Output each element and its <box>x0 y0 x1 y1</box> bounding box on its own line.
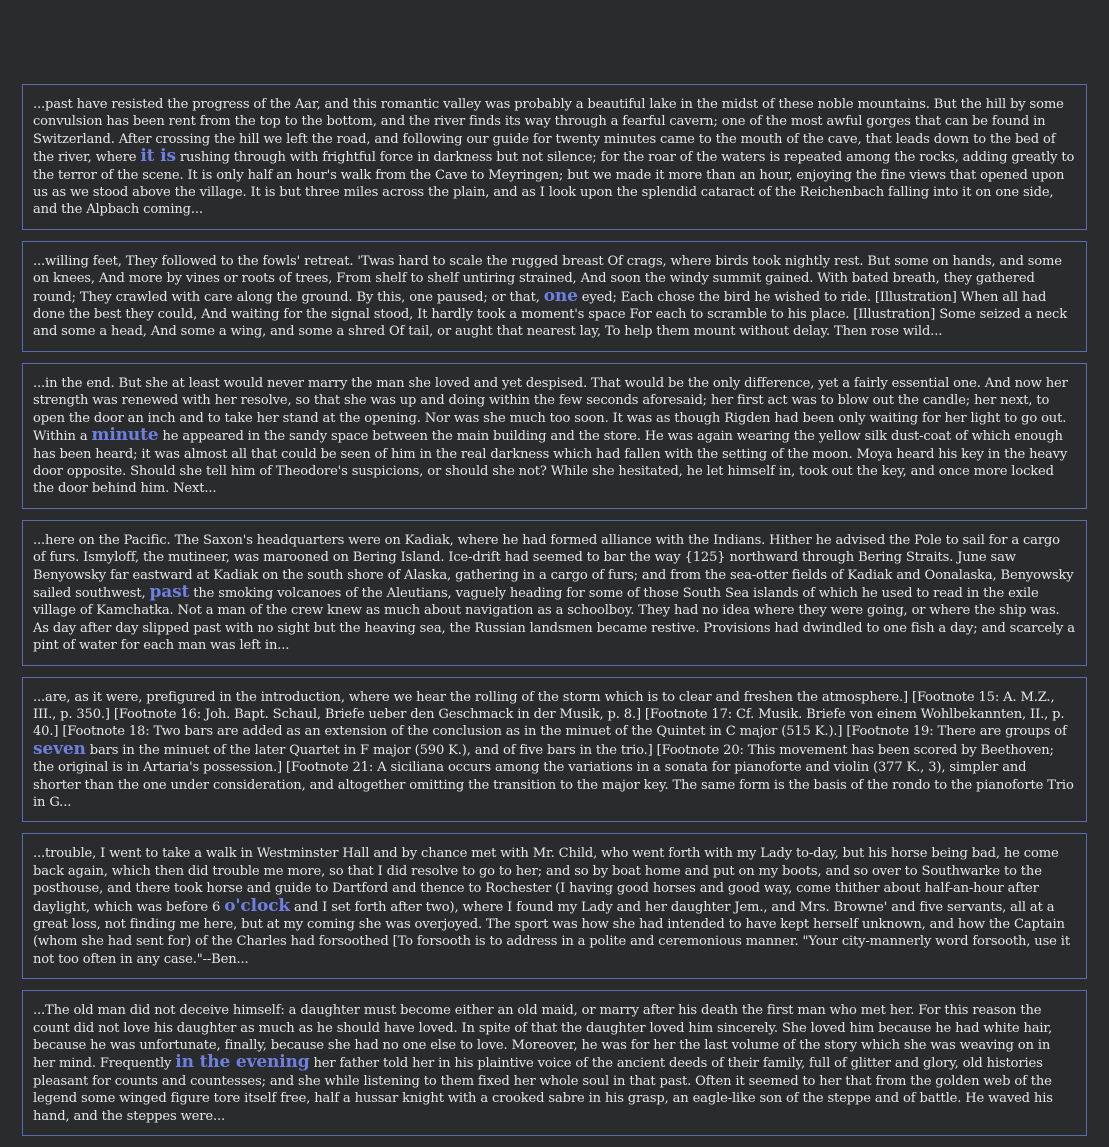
excerpt-text-before: ...The old man did not deceive himself: a daughter must become either an old maid, or marry after his death the first man who met her. For this reason the count did not love his daughter as much as he should have loved. In spite of that the daughter loved him sincerely. She loved him because he had white hair, because he was unfortunate, finally, because she had no one else to love. Moreover, he was for her the last volume of the story which she was weaving on in her mind. Frequently <box>33 1003 1053 1072</box>
highlighted-term: minute <box>91 425 159 446</box>
excerpt-text-after: rushing through with frightful force in darkness but not silence; for the roar of the waters is repeated among the rocks, adding greatly to the terror of the scene. It is only half an hour's walk from the Cave to Meyringen; but we made it more than an hour, enjoying the fine views that opened upon us as we stood above the village. It is but three miles across the plain, and as I look upon the splendid cataract of the Reichenbach falling into it on one side, and the Alpbach coming... <box>33 150 1075 218</box>
excerpt-card <box>22 833 1087 979</box>
highlighted-term: it is <box>140 146 176 167</box>
highlighted-term: past <box>149 581 190 602</box>
excerpt-card <box>22 677 1087 823</box>
excerpt-card <box>22 241 1087 352</box>
highlighted-term: o'clock <box>224 895 290 916</box>
excerpt-text-before: ...in the end. But she at least would never marry the man she loved and yet despised. That would be the only difference, yet a fairly essential one. And now her strength was renewed with her resolve, so that she was up and doing within the few seconds aforesaid; her first act was to blow out the candle; her next, to open the door an inch and to take her stand at the opening. Nor was she much too soon. It was as though Rigden had been only waiting for her light to go out. Within a <box>33 375 1068 445</box>
excerpt-text-after: her father told her in his plaintive voice of the ancient deeds of their family, full of glitter and glory, old histories pleasant for counts and countesses; and she while listening to them fixed her whole soul in that past. Often it seemed to her that from the golden web of the legend some winged figure tore itself free, half a hussar knight with a crooked sabre in his grasp, an eagle-like son of the steppe and of battle. He waved his hand, and the steppes were... <box>33 1056 1053 1124</box>
excerpt-text-after: bars in the minuet of the later Quartet in F major (590 K.), and of five bars in the trio.] [Footnote 20: This movement has been scored by Beethoven; the original is in Artaria's possession.] [Footnote 21: A siciliana occurs among the variations in a sonata for pianoforte and violin (377 K., 3), simpler and shorter than the one under consideration, and altogether omitting the transition to the major key. The same form is the basis of the rondo to the pianoforte Trio in G... <box>33 742 1074 810</box>
excerpt-card <box>22 520 1087 666</box>
excerpt-text-before: ...here on the Pacific. The Saxon's headquarters were on Kadiak, where he had formed alliance with the Indians. Hither he advised the Pole to sail for a cargo of furs. Ismyloff, the mutineer, was marooned on Bering Island. Ice-drift had seemed to bar the way {125} northward through Bering Straits. June saw Benyowsky far eastward at Kadiak on the south shore of Alaska, gathering in a cargo of furs; and from the sea-otter fields of Kadiak and Oonalaska, Benyowsky sailed southwest, <box>33 532 1074 601</box>
highlighted-term: seven <box>33 738 86 759</box>
excerpt-text-before: ...are, as it were, prefigured in the introduction, where we hear the rolling of the storm which is to clear and freshen the atmosphere.] [Footnote 15: A. M.Z., III., p. 350.] [Footnote 16: Joh. Bapt. Schaul, Briefe ueber den Geschmack in der Musik, p. 8.] [Footnote 17: Cf. Musik. Briefe von einem Wohlbekannten, II., p. 40.] [Footnote 18: Two bars are added as an extension of the conclusion as in the minuet of the Quintet in C major (515 K.).] [Footnote 19: There are groups of <box>33 689 1067 740</box>
excerpt-text-after: and I set forth after two), where I found my Lady and her daughter Jem., and Mrs. Browne' and five servants, all at a great loss, not finding me here, but at my coming she was overjoyed. The sport was how she had intended to have kept herself unknown, and how the Captain (whom she had sent for) of the Charles had forsoothed [To forsooth is to address in a polite and ceremonious manner. "Your city-mannerly word forsooth, use it not too often in any case."--Ben... <box>33 899 1070 967</box>
excerpt-text-before: ...willing feet, They followed to the fowls' retreat. 'Twas hard to scale the rugged breast Of crags, where birds took nightly rest. But some on hands, and some on knees, And more by vines or roots of trees, From shelf to shelf untiring strained, And soon the windy summit gained. With bated breath, they gathered round; They crawled with care along the ground. By this, one paused; or that, <box>33 253 1062 305</box>
highlighted-term: one <box>543 285 578 306</box>
excerpt-text-before: ...trouble, I went to take a walk in Westminster Hall and by chance met with Mr. Child, who went forth with my Lady to-day, but his horse being bad, he come back again, which then did trouble me more, so that I did resolve to go to her; and so by boat home and put on my boots, and so over to Southwarke to the posthouse, and there took horse and guide to Dartford and thence to Rochester (I having good horses and good way, come thither about half-an-hour after daylight, which was before 6 <box>33 846 1059 915</box>
excerpt-text-after: the smoking volcanoes of the Aleutians, vaguely heading for some of those South Sea islands of which he used to read in the exile village of Kamchatka. Not a man of the crew knew as much about navigation as a schoolboy. They had no idea where they were going, or where the ship was. As day after day slipped past with no sight but the heaving sea, the Russian landsmen became restive. Provisions had dwindled to one fish a day; and scarcely a pint of water for each man was left in... <box>33 585 1075 654</box>
excerpt-text-after: eyed; Each chose the bird he wished to ride. [Illustration] When all had done the best they could, And waiting for the signal stood, It hardly took a moment's space For each to scramble to his place. [Illustration] Some seized a neck and some a head, And some a wing, and some a shred Of tail, or aught that nearest lay, To help them mount without delay. Then rose wild... <box>33 289 1067 340</box>
excerpt-text-before: ...past have resisted the progress of the Aar, and this romantic valley was probably a beautiful lake in the midst of these noble mountains. But the hill by some convulsion has been rent from the top to the bottom, and the river finds its way through a fearful cavern; one of the most awful gorges that can be found in Switzerland. After crossing the hill we left the road, and following our guide for twenty minutes came to the mouth of the cave, that leads down to the bed of the river, where <box>33 97 1064 166</box>
excerpt-list <box>22 84 1087 1147</box>
excerpt-card <box>22 990 1087 1136</box>
highlighted-term: in the evening <box>175 1052 310 1073</box>
excerpt-card <box>22 363 1087 509</box>
excerpt-card <box>22 84 1087 230</box>
excerpt-text-after: he appeared in the sandy space between the main building and the store. He was again wearing the yellow silk dust-coat of which enough has been heard; it was almost all that could be seen of him in the real darkness which had fallen with the setting of the moon. Moya heard his key in the heavy door opposite. Should she tell him of Theodore's suspicions, or should she not? While she hesitated, he let himself in, took out the key, and once more locked the door behind him. Next... <box>33 429 1068 497</box>
